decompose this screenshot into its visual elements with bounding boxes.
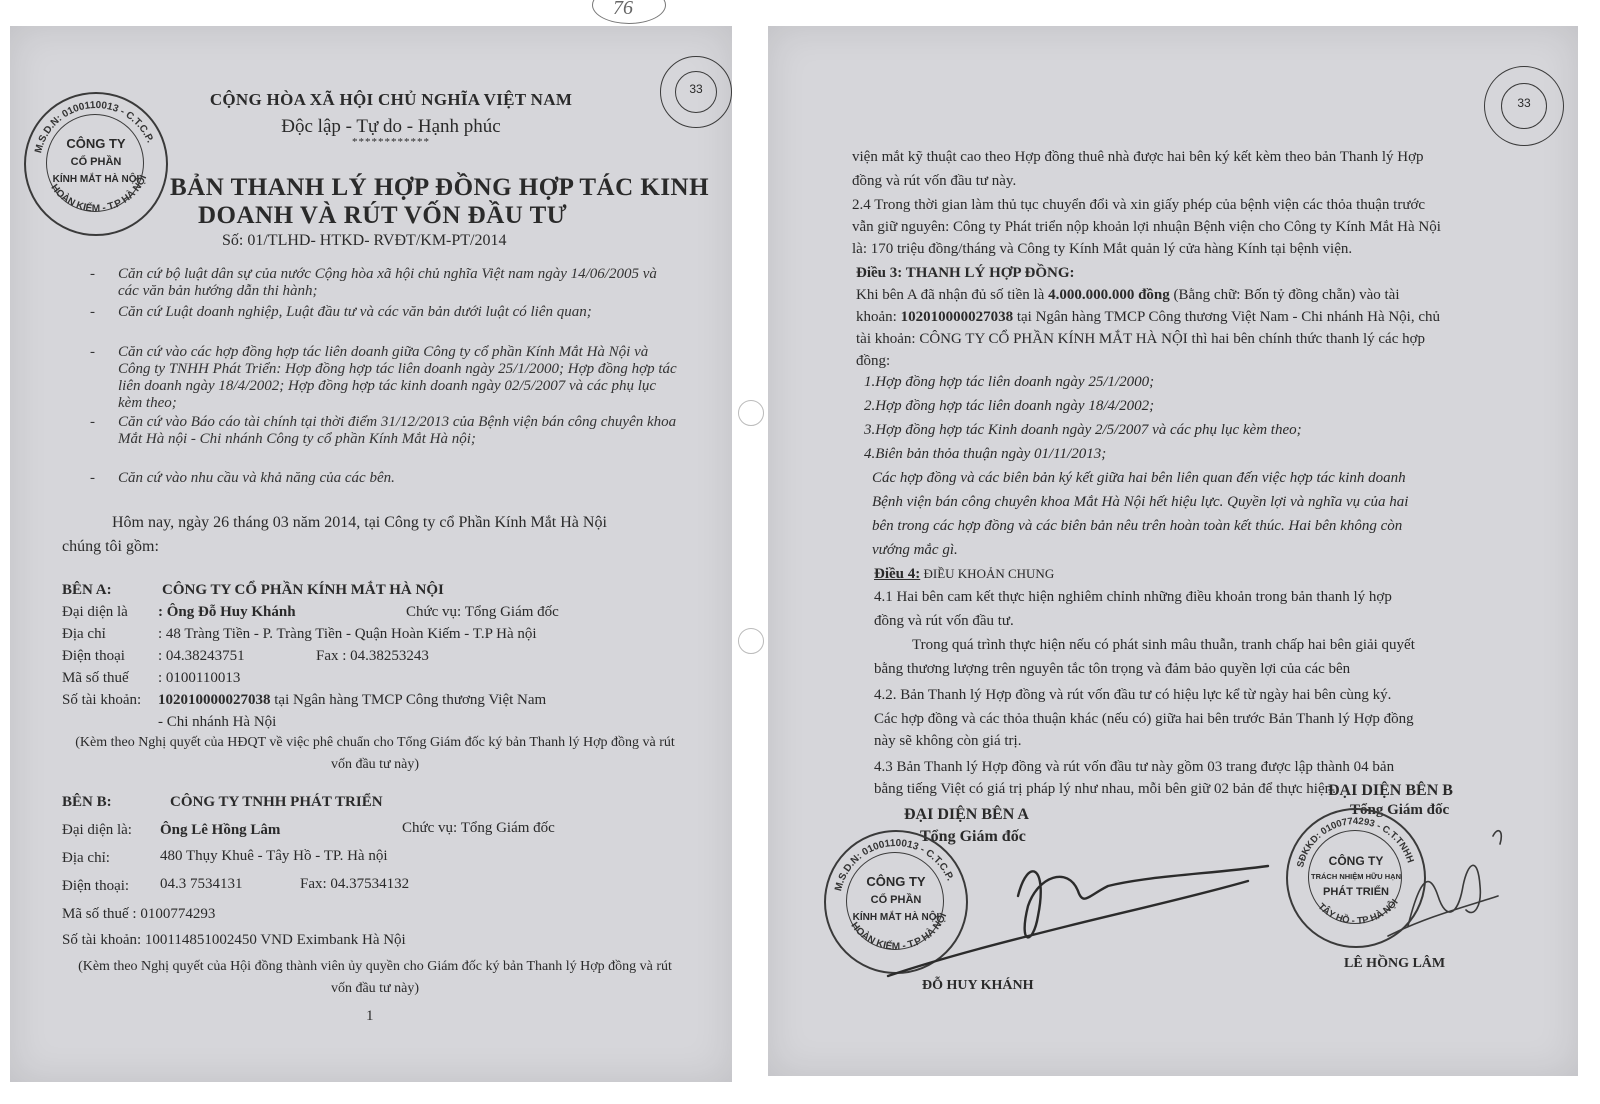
svg-text:TÂY HỒ - TP HÀ NỘI: TÂY HỒ - TP HÀ NỘI xyxy=(1315,897,1401,927)
contract-item-3: 3.Hợp đồng hợp tác Kinh doanh ngày 2/5/2007 và các phụ lục kèm theo; xyxy=(864,422,1302,438)
party-a-position: Chức vụ: Tổng Giám đốc xyxy=(406,604,559,620)
svg-text:M.S.D.N: 0100110013 - C.T.C.P.: M.S.D.N: 0100110013 - C.T.C.P. xyxy=(833,837,956,893)
intro-line-2: chúng tôi gồm: xyxy=(62,538,159,555)
basis-item-1: - Căn cứ bộ luật dân sự của nước Cộng hòa xã hội chủ nghĩa Việt nam ngày 14/06/2005 và các văn bản hướng dẫn thi hành; xyxy=(90,266,657,299)
seal-number: 33 xyxy=(1517,96,1531,110)
party-a-address-label: Địa chỉ xyxy=(62,626,106,642)
article-4-3-line-1: 4.3 Bản Thanh lý Hợp đồng và rút vốn đầu tư này gồm 03 trang được lập thành 04 bản xyxy=(874,759,1395,775)
party-a-label: BÊN A: xyxy=(62,582,112,598)
document-page-2 xyxy=(768,26,1578,1076)
sign-a-name: ĐỖ HUY KHÁNH xyxy=(922,978,1034,993)
party-a-phone-value: : 04.38243751 xyxy=(158,648,245,664)
article-4-2-line-1: 4.2. Bản Thanh lý Hợp đồng và rút vốn đầu tư có hiệu lực kể từ ngày hai bên cùng ký. xyxy=(874,687,1392,703)
article-3-close-1: Các hợp đồng và các biên bản ký kết giữa hai bên liên quan đến việc hợp tác kinh doanh xyxy=(872,470,1406,486)
article-4-3-line-2: bằng tiếng Việt có giá trị pháp lý như nhau, mỗi bên giữ 02 bản để thực hiện. xyxy=(874,781,1336,797)
article-3-line-3: tài khoản: CÔNG TY CỔ PHẦN KÍNH MẮT HÀ NỘI thì hai bên chính thức thanh lý các hợp xyxy=(856,331,1426,347)
party-b-address-label: Địa chỉ: xyxy=(62,850,110,866)
article-4-2-line-3: này sẽ không còn giá trị. xyxy=(874,733,1022,749)
party-b-position: Chức vụ: Tổng Giám đốc xyxy=(402,820,555,836)
contract-item-1: 1.Hợp đồng hợp tác liên doanh ngày 25/1/2000; xyxy=(864,374,1155,390)
page-number: 1 xyxy=(366,1008,374,1024)
seal-number: 33 xyxy=(689,82,703,96)
party-a-tax-value: : 0100110013 xyxy=(158,670,241,686)
p2-line-2: vẫn giữ nguyên: Công ty Phát triển nộp khoản lợi nhuận Bệnh viện cho Công ty Kính Mắt Hà Nội xyxy=(852,219,1441,235)
article-4-2-line-2: Các hợp đồng và các thỏa thuận khác (nếu có) giữa hai bên trước Bản Thanh lý Hợp đồng xyxy=(874,711,1414,727)
intro-line-1: Hôm nay, ngày 26 tháng 03 năm 2014, tại Công ty cổ Phần Kính Mắt Hà Nội xyxy=(112,514,607,531)
p1-line-2: đồng và rút vốn đầu tư này. xyxy=(852,173,1017,189)
header-divider: ************ xyxy=(352,136,430,148)
svg-text:M.S.D.N: 0100110013 - C.T.C.P.: M.S.D.N: 0100110013 - C.T.C.P. xyxy=(33,99,156,155)
liquidation-amount: 4.000.000.000 đồng xyxy=(1048,287,1170,303)
stamp-line-1: CÔNG TY xyxy=(66,136,126,151)
signature-a xyxy=(868,836,1288,986)
party-b-fax: Fax: 04.37534132 xyxy=(300,876,410,892)
binder-hole-bottom xyxy=(738,628,764,654)
stamp-line-2: TRÁCH NHIỆM HỮU HẠN xyxy=(1311,872,1401,881)
party-b-rep-value: Ông Lê Hồng Lâm xyxy=(160,822,281,838)
stamp-line-1: CÔNG TY xyxy=(1328,854,1384,868)
party-a-address-value: : 48 Tràng Tiền - P. Tràng Tiền - Quận Hoàn Kiếm - T.P Hà nội xyxy=(158,626,537,642)
article-3-line-2: khoản: 102010000027038 tại Ngân hàng TMCP Công thương Việt Nam - Chi nhánh Hà Nội, chủ xyxy=(856,309,1441,325)
party-a-fax: Fax : 04.38253243 xyxy=(316,648,429,664)
party-a-account-label: Số tài khoản: xyxy=(62,692,142,708)
article-4-1-line-4: bằng thương lượng trên nguyên tắc tôn trọng và đảm bảo quyền lợi của các bên xyxy=(874,661,1351,677)
p1-line-1: viện mắt kỹ thuật cao theo Hợp đồng thuê nhà được hai bên ký kết kèm theo bản Thanh lý Hợp xyxy=(852,149,1424,165)
sign-a-title: ĐẠI DIỆN BÊN A xyxy=(904,806,1029,823)
p2-line-3: là: 170 triệu đồng/tháng và Công ty Kính Mắt quản lý cửa hàng Kính tại bệnh viện. xyxy=(852,241,1353,257)
party-b-label: BÊN B: xyxy=(62,794,112,810)
basis-item-4: - Căn cứ vào Báo cáo tài chính tại thời điểm 31/12/2013 của Bệnh viện bán công chuyên khoa Mắt Hà nội - Chi nhánh Công ty cổ phần Kính Mắt Hà nội; xyxy=(90,414,677,447)
party-a-name: CÔNG TY CỔ PHẦN KÍNH MẮT HÀ NỘI xyxy=(162,582,444,598)
article-3-close-2: Bệnh viện bán công chuyên khoa Mắt Hà Nội hết hiệu lực. Quyền lợi và nghĩa vụ của hai xyxy=(872,494,1409,510)
corner-page-number: 76 xyxy=(613,0,633,19)
corner-page-mark xyxy=(592,0,666,24)
contract-item-4: 4.Biên bản thỏa thuận ngày 01/11/2013; xyxy=(864,446,1107,462)
national-motto: Độc lập - Tự do - Hạnh phúc xyxy=(281,116,501,137)
stamp-line-3: PHÁT TRIỂN xyxy=(1323,886,1389,898)
article-4-1-line-1: 4.1 Hai bên cam kết thực hiện nghiêm chỉnh những điều khoản trong bản thanh lý hợp xyxy=(874,589,1392,605)
stamp-line-3: KÍNH MẮT HÀ NỘI xyxy=(852,912,940,923)
document-title-line-2: DOANH VÀ RÚT VỐN ĐẦU TƯ xyxy=(198,202,568,229)
party-b-address-value: 480 Thụy Khuê - Tây Hồ - TP. Hà nội xyxy=(160,848,388,864)
party-b-phone-label: Điện thoại: xyxy=(62,878,130,894)
svg-text:HOÀN KIẾM - T.P HÀ NỘI: HOÀN KIẾM - T.P HÀ NỘI xyxy=(48,173,150,215)
page-seal-right xyxy=(1484,66,1564,146)
article-3-title: Điều 3: THANH LÝ HỢP ĐỒNG: xyxy=(856,265,1075,281)
article-4-1-line-2: đồng và rút vốn đầu tư. xyxy=(874,613,1014,629)
party-a-account-branch: - Chi nhánh Hà Nội xyxy=(158,714,277,730)
party-a-rep-value: : Ông Đỗ Huy Khánh xyxy=(158,604,296,620)
stamp-line-2: CỔ PHẦN xyxy=(870,894,922,906)
basis-item-3: - Căn cứ vào các hợp đồng hợp tác liên doanh giữa Công ty cổ phần Kính Mắt Hà Nội và Công ty TNHH Phát Triển: Hợp đồng hợp tác liên doanh ngày 25/1/2000; Hợp đồng hợp tác liên doanh ngày 18/4/2002; Hợp đồng hợp tác kinh doanh ngày 02/5/2007 và các phụ lục kèm theo; xyxy=(90,344,677,411)
sign-a-role: Tổng Giám đốc xyxy=(920,828,1026,845)
document-page-1 xyxy=(10,26,732,1082)
binder-hole-top xyxy=(738,400,764,426)
article-4-title: Điều 4: ĐIỀU KHOẢN CHUNG xyxy=(874,566,1055,582)
party-a-account-number: 102010000027038 xyxy=(158,692,271,708)
party-a-note: (Kèm theo Nghị quyết của HĐQT về việc phê chuẩn cho Tổng Giám đốc ký bản Thanh lý Hợp đồng và rút vốn đầu tư này) xyxy=(75,735,675,772)
stamp-line-1: CÔNG TY xyxy=(866,874,926,889)
article-3-close-3: bên trong các hợp đồng và các biên bản nêu trên hoàn toàn kết thúc. Hai bên không còn xyxy=(872,518,1403,534)
stamp-line-3: KÍNH MẮT HÀ NỘI xyxy=(52,174,140,185)
party-b-tax: Mã số thuế : 0100774293 xyxy=(62,906,216,922)
party-a-account xyxy=(158,692,546,709)
party-a-rep-label: Đại diện là xyxy=(62,604,128,620)
contract-item-2: 2.Hợp đồng hợp tác liên doanh ngày 18/4/2002; xyxy=(864,398,1155,414)
party-a-account-bank: tại Ngân hàng TMCP Công thương Việt Nam xyxy=(270,692,547,708)
company-stamp-hanoi-optic xyxy=(24,92,168,236)
basis-item-2: - Căn cứ Luật doanh nghiệp, Luật đầu tư và các văn bản dưới luật có liên quan; xyxy=(90,304,592,320)
party-a-phone-label: Điện thoại xyxy=(62,648,125,664)
article-3-line-1: Khi bên A đã nhận đủ số tiền là 4.000.000.000 đồng (Bằng chữ: Bốn tỷ đồng chẵn) vào tài xyxy=(856,287,1400,303)
article-3-close-4: vướng mắc gì. xyxy=(872,542,958,558)
document-title-line-1: BẢN THANH LÝ HỢP ĐỒNG HỢP TÁC KINH xyxy=(170,174,710,201)
sign-b-role: Tổng Giám đốc xyxy=(1350,802,1450,818)
sign-b-title: ĐẠI DIỆN BÊN B xyxy=(1328,782,1453,799)
party-b-name: CÔNG TY TNHH PHÁT TRIỂN xyxy=(170,794,383,810)
party-a-tax-label: Mã số thuế xyxy=(62,670,129,686)
party-b-rep-label: Đại diện là: xyxy=(62,822,132,838)
basis-item-5: - Căn cứ vào nhu cầu và khả năng của các bên. xyxy=(90,470,395,486)
signature-b xyxy=(1328,826,1528,946)
article-3-line-4: đồng: xyxy=(856,353,891,369)
national-title: CỘNG HÒA XÃ HỘI CHỦ NGHĨA VIỆT NAM xyxy=(209,90,573,109)
article-4-1-line-3: Trong quá trình thực hiện nếu có phát sinh mâu thuẫn, tranh chấp hai bên giải quyết xyxy=(912,637,1415,653)
document-number: Số: 01/TLHD- HTKD- RVĐT/KM-PT/2014 xyxy=(222,232,507,249)
p2-line-1: 2.4 Trong thời gian làm thủ tục chuyển đổi và xin giấy phép của bệnh viện các thỏa thuận trước xyxy=(852,197,1426,213)
party-b-phone-value: 04.3 7534131 xyxy=(160,876,243,892)
svg-text:SĐKKD: 0100774293 - C.T.TNHH: SĐKKD: 0100774293 - C.T.TNHH xyxy=(1295,815,1416,869)
party-b-account: Số tài khoản: 100114851002450 VND Eximbank Hà Nội xyxy=(62,932,406,948)
party-b-note: (Kèm theo Nghị quyết của Hội đồng thành viên ủy quyền cho Giám đốc ký bản Thanh lý Hợp đồng và rút vốn đầu tư này) xyxy=(78,959,672,996)
svg-text:HOÀN KIẾM - T.P HÀ NỘI: HOÀN KIẾM - T.P HÀ NỘI xyxy=(848,911,950,953)
sign-b-name: LÊ HỒNG LÂM xyxy=(1344,956,1446,971)
stamp-line-2: CỔ PHẦN xyxy=(70,156,122,168)
account-number: 102010000027038 xyxy=(900,309,1014,325)
